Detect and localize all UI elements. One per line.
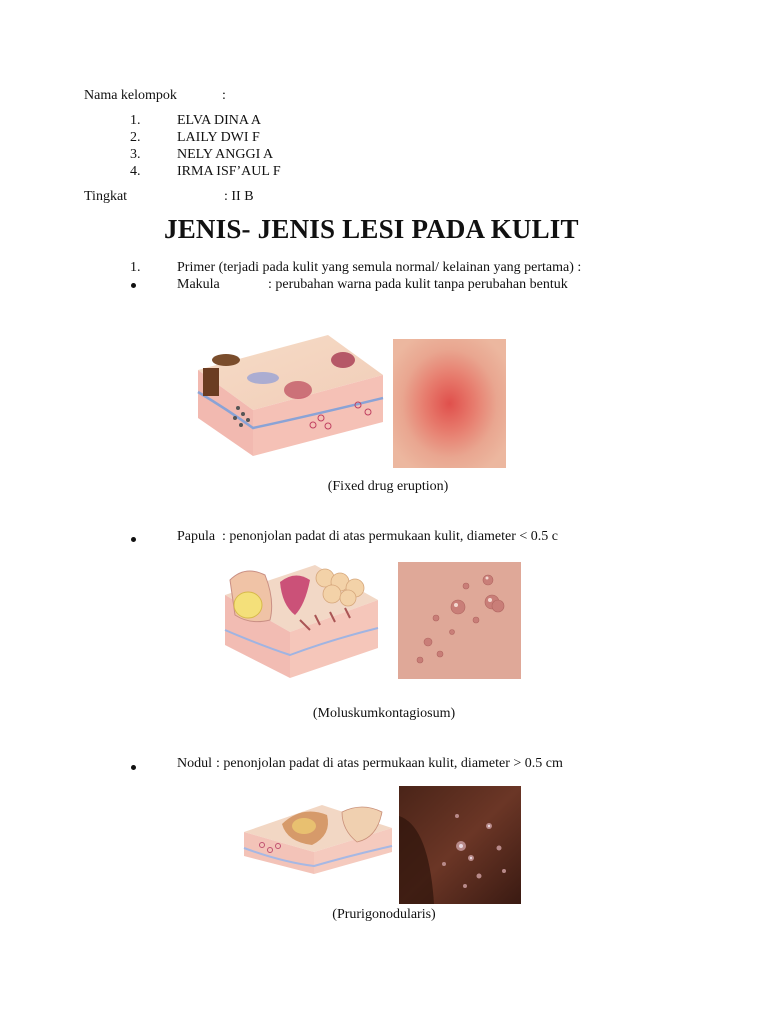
bullet-icon	[131, 283, 136, 288]
member-num: 2.	[130, 130, 141, 145]
macule-photo	[393, 339, 506, 468]
lesion-description: : penonjolan padat di atas permukaan kulit, diameter < 0.5 c	[222, 529, 559, 544]
section-num: 1.	[130, 260, 141, 275]
lesion-label: Nodul	[177, 756, 212, 771]
lesion-description: : penonjolan padat di atas permukaan kulit, diameter > 0.5 cm	[216, 756, 563, 771]
figure-caption: (Fixed drug eruption)	[327, 479, 449, 494]
nodule-diagram	[242, 800, 394, 876]
member-num: 3.	[130, 147, 141, 162]
section-text: Primer (terjadi pada kulit yang semula normal/ kelainan yang pertama) :	[177, 260, 582, 275]
figure-caption: (Moluskumkontagiosum)	[312, 706, 456, 721]
level-value: : II B	[224, 189, 254, 204]
bullet-icon	[131, 765, 136, 770]
member-num: 4.	[130, 164, 141, 179]
macule-diagram	[193, 330, 388, 460]
bullet-icon	[131, 537, 136, 542]
member-name: NELY ANGGI A	[177, 147, 274, 162]
group-colon: :	[222, 88, 226, 103]
page-title: JENIS- JENIS LESI PADA KULIT	[164, 214, 579, 244]
level-label: Tingkat	[84, 189, 128, 204]
papule-diagram	[220, 560, 382, 682]
member-num: 1.	[130, 113, 141, 128]
lesion-label: Makula	[177, 277, 220, 292]
figure-caption: (Prurigonodularis)	[332, 907, 436, 922]
papule-photo	[398, 562, 521, 679]
lesion-description: : perubahan warna pada kulit tanpa perubahan bentuk	[268, 277, 568, 292]
group-label: Nama kelompok	[84, 88, 177, 103]
member-name: IRMA ISF’AUL F	[177, 164, 281, 179]
member-name: LAILY DWI F	[177, 130, 260, 145]
nodule-photo	[399, 786, 521, 904]
lesion-label: Papula	[177, 529, 216, 544]
member-name: ELVA DINA A	[177, 113, 262, 128]
